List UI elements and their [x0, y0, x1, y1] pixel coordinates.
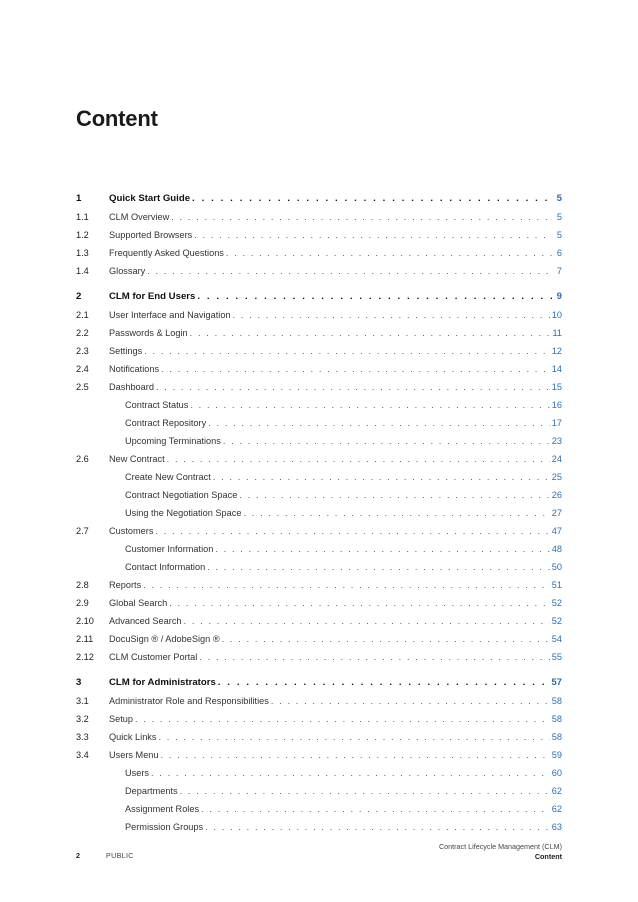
toc-page-link[interactable]: 58: [551, 696, 562, 706]
toc-number: 2.11: [76, 634, 94, 644]
toc-leader-dots: [271, 692, 550, 710]
toc-number: 2.12: [76, 652, 94, 662]
toc-number: 2.3: [76, 346, 89, 356]
toc-number: 2.4: [76, 364, 89, 374]
toc-label[interactable]: CLM Customer Portal: [109, 652, 198, 662]
toc-section-row[interactable]: [76, 692, 562, 710]
toc-leader-dots: [169, 594, 550, 612]
toc-leader-dots: [194, 226, 552, 244]
toc-leader-dots: [222, 630, 550, 648]
toc-section-row[interactable]: [76, 612, 562, 630]
toc-chapter-row[interactable]: [76, 674, 562, 692]
toc-leader-dots: [239, 486, 549, 504]
toc-leader-dots: [201, 800, 550, 818]
toc-page-link[interactable]: 63: [551, 822, 562, 832]
toc-label[interactable]: Settings: [109, 346, 143, 356]
toc-label[interactable]: CLM for End Users: [109, 291, 196, 302]
toc-number: 3: [76, 677, 82, 688]
toc-page-link[interactable]: 47: [551, 526, 562, 536]
toc-label[interactable]: Customers: [109, 526, 154, 536]
toc-number: 2.10: [76, 616, 94, 626]
toc-leader-dots: [226, 244, 552, 262]
toc-leader-dots: [167, 450, 550, 468]
toc-leader-dots: [190, 324, 551, 342]
toc-page-link[interactable]: 12: [551, 346, 562, 356]
toc-subsection-row[interactable]: [76, 486, 562, 504]
toc-label[interactable]: Assignment Roles: [125, 804, 200, 814]
toc-section-row[interactable]: [76, 262, 562, 280]
toc-leader-dots: [190, 396, 549, 414]
toc-subsection-row[interactable]: [76, 558, 562, 576]
toc-page-link[interactable]: 5: [556, 212, 562, 222]
toc-label[interactable]: Upcoming Terminations: [125, 436, 221, 446]
toc-leader-dots: [144, 342, 550, 360]
toc-page-link[interactable]: 9: [556, 291, 562, 302]
toc-section-row[interactable]: [76, 710, 562, 728]
toc-page-link[interactable]: 59: [551, 750, 562, 760]
toc-leader-dots: [159, 728, 550, 746]
toc-section-row[interactable]: [76, 648, 562, 666]
toc-label[interactable]: Users: [125, 768, 149, 778]
toc-page-link[interactable]: 14: [551, 364, 562, 374]
toc-label[interactable]: Contract Repository: [125, 418, 207, 428]
toc-number: 2.1: [76, 310, 89, 320]
toc-leader-dots: [180, 782, 550, 800]
toc-page-link[interactable]: 27: [551, 508, 562, 518]
toc-page-link[interactable]: 7: [556, 266, 562, 276]
toc-page-link[interactable]: 55: [551, 652, 562, 662]
toc-page-link[interactable]: 10: [551, 310, 562, 320]
toc-subsection-row[interactable]: [76, 764, 562, 782]
toc-number: 1.3: [76, 248, 89, 258]
toc-number: 3.1: [76, 696, 89, 706]
toc-subsection-row[interactable]: [76, 818, 562, 836]
toc-page-link[interactable]: 60: [551, 768, 562, 778]
toc-label[interactable]: Glossary: [109, 266, 146, 276]
toc-label[interactable]: Contact Information: [125, 562, 206, 572]
toc-chapter-row[interactable]: [76, 190, 562, 208]
toc-page-link[interactable]: 16: [551, 400, 562, 410]
toc-label[interactable]: Quick Start Guide: [109, 193, 191, 204]
toc-number: 2.8: [76, 580, 89, 590]
toc-section-row[interactable]: [76, 306, 562, 324]
toc-page-link[interactable]: 24: [551, 454, 562, 464]
toc-number: 2.6: [76, 454, 89, 464]
toc-section-row[interactable]: [76, 522, 562, 540]
toc-label[interactable]: Customer Information: [125, 544, 214, 554]
toc-label[interactable]: User Interface and Navigation: [109, 310, 231, 320]
toc-number: 2.9: [76, 598, 89, 608]
toc-subsection-row[interactable]: [76, 414, 562, 432]
toc-leader-dots: [161, 746, 550, 764]
toc-leader-dots: [184, 612, 550, 630]
toc-label[interactable]: Global Search: [109, 598, 168, 608]
toc-label[interactable]: Users Menu: [109, 750, 159, 760]
toc-leader-dots: [218, 674, 550, 692]
toc-chapter-row[interactable]: [76, 288, 562, 306]
toc-section-row[interactable]: [76, 630, 562, 648]
toc-label[interactable]: Quick Links: [109, 732, 157, 742]
toc-section-row[interactable]: [76, 746, 562, 764]
toc-page-link[interactable]: 26: [551, 490, 562, 500]
toc-page-link[interactable]: 11: [552, 328, 562, 338]
toc-label[interactable]: CLM for Administrators: [109, 677, 216, 688]
toc-section-row[interactable]: [76, 208, 562, 226]
toc-label[interactable]: Contract Status: [125, 400, 189, 410]
toc-number: 1: [76, 193, 82, 204]
toc-page-link[interactable]: 15: [551, 382, 562, 392]
toc-label[interactable]: Passwords & Login: [109, 328, 188, 338]
toc-leader-dots: [199, 648, 549, 666]
footer-section: Content: [534, 851, 562, 861]
toc-leader-dots: [192, 190, 552, 208]
footer-doc-info: [439, 842, 562, 861]
toc-label[interactable]: Supported Browsers: [109, 230, 193, 240]
toc-page-link[interactable]: 58: [551, 732, 562, 742]
toc-label[interactable]: Advanced Search: [109, 616, 182, 626]
toc-label[interactable]: New Contract: [109, 454, 165, 464]
toc-leader-dots: [155, 522, 549, 540]
toc-number: 2: [76, 291, 82, 302]
toc-leader-dots: [213, 468, 550, 486]
toc-page-link[interactable]: 17: [551, 418, 562, 428]
toc-leader-dots: [233, 306, 550, 324]
toc-section-row[interactable]: [76, 324, 562, 342]
toc-leader-dots: [161, 360, 550, 378]
toc-leader-dots: [156, 378, 550, 396]
toc-subsection-row[interactable]: [76, 800, 562, 818]
toc-subsection-row[interactable]: [76, 782, 562, 800]
toc-number: 1.2: [76, 230, 89, 240]
toc-leader-dots: [215, 540, 549, 558]
footer-classification: PUBLIC: [106, 851, 134, 860]
toc-label[interactable]: DocuSign ® / AdobeSign ®: [109, 634, 220, 644]
toc-section-row[interactable]: [76, 244, 562, 262]
toc-number: 2.2: [76, 328, 89, 338]
toc-leader-dots: [171, 208, 552, 226]
toc-section-row[interactable]: [76, 594, 562, 612]
toc-label[interactable]: Permission Groups: [125, 822, 204, 832]
toc-page-link[interactable]: 62: [551, 804, 562, 814]
table-of-contents: [76, 190, 562, 836]
toc-leader-dots: [243, 504, 549, 522]
footer-doc-title: Contract Lifecycle Management (CLM): [438, 842, 562, 851]
toc-label[interactable]: Notifications: [109, 364, 160, 374]
toc-label[interactable]: Frequently Asked Questions: [109, 248, 224, 258]
toc-page-link[interactable]: 62: [551, 786, 562, 796]
toc-label[interactable]: Using the Negotiation Space: [125, 508, 242, 518]
toc-section-row[interactable]: [76, 728, 562, 746]
toc-subsection-row[interactable]: [76, 468, 562, 486]
toc-subsection-row[interactable]: [76, 432, 562, 450]
toc-page-link[interactable]: 6: [556, 248, 562, 258]
toc-page-link[interactable]: 48: [551, 544, 562, 554]
toc-page-link[interactable]: 23: [551, 436, 562, 446]
toc-number: 1.4: [76, 266, 89, 276]
toc-label[interactable]: CLM Overview: [109, 212, 170, 222]
page-title: Content: [76, 106, 158, 131]
footer-page-number: 2: [76, 851, 80, 860]
toc-number: 2.5: [76, 382, 89, 392]
toc-number: 3.2: [76, 714, 89, 724]
toc-page-link[interactable]: 54: [551, 634, 562, 644]
toc-page-link[interactable]: 58: [551, 714, 562, 724]
toc-section-row[interactable]: [76, 576, 562, 594]
toc-label[interactable]: Setup: [109, 714, 134, 724]
toc-leader-dots: [208, 414, 550, 432]
toc-label[interactable]: Departments: [125, 786, 178, 796]
toc-section-row[interactable]: [76, 226, 562, 244]
toc-label[interactable]: Dashboard: [109, 382, 154, 392]
toc-leader-dots: [151, 764, 550, 782]
toc-page-link[interactable]: 57: [551, 677, 562, 688]
toc-page-link[interactable]: 25: [551, 472, 562, 482]
toc-leader-dots: [143, 576, 550, 594]
toc-section-row[interactable]: [76, 360, 562, 378]
toc-page-link[interactable]: 5: [556, 193, 562, 204]
toc-number: 1.1: [76, 212, 89, 222]
toc-leader-dots: [207, 558, 550, 576]
toc-label[interactable]: Administrator Role and Responsibilities: [109, 696, 269, 706]
toc-label[interactable]: Reports: [109, 580, 142, 590]
toc-label[interactable]: Create New Contract: [125, 472, 211, 482]
toc-section-row[interactable]: [76, 450, 562, 468]
toc-page-link[interactable]: 52: [551, 616, 562, 626]
toc-subsection-row[interactable]: [76, 540, 562, 558]
toc-page-link[interactable]: 5: [556, 230, 562, 240]
toc-number: 3.4: [76, 750, 89, 760]
toc-leader-dots: [147, 262, 552, 280]
toc-page-link[interactable]: 50: [551, 562, 562, 572]
toc-leader-dots: [135, 710, 550, 728]
toc-section-row[interactable]: [76, 378, 562, 396]
toc-number: 3.3: [76, 732, 89, 742]
toc-label[interactable]: Contract Negotiation Space: [125, 490, 238, 500]
toc-section-row[interactable]: [76, 342, 562, 360]
toc-leader-dots: [205, 818, 550, 836]
toc-page-link[interactable]: 52: [551, 598, 562, 608]
toc-subsection-row[interactable]: [76, 504, 562, 522]
toc-page-link[interactable]: 51: [551, 580, 562, 590]
toc-leader-dots: [223, 432, 550, 450]
toc-number: 2.7: [76, 526, 89, 536]
toc-leader-dots: [197, 288, 552, 306]
toc-subsection-row[interactable]: [76, 396, 562, 414]
